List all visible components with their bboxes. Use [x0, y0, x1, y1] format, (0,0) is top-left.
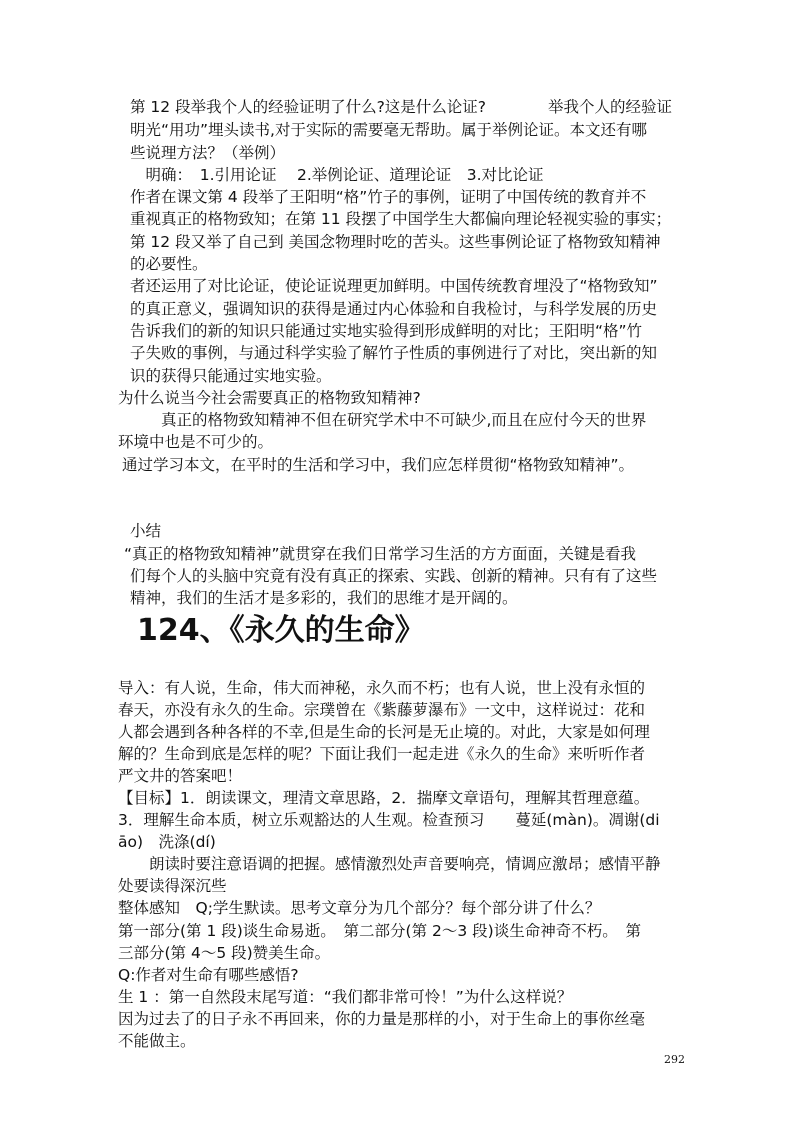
- text-line: 朗读时要注意语调的把握。感情激烈处声音要响亮，情调应激昂；感情平静: [118, 855, 661, 873]
- text-line: 解的？生命到底是怎样的呢？下面让我们一起走进《永久的生命》来听听作者: [118, 745, 646, 763]
- text-line: 明确： 1.引用论证 2.举例论证、道理论证 3.对比论证: [130, 166, 544, 184]
- text-line: 导入：有人说，生命，伟大而神秘，永久而不朽；也有人说，世上没有永恒的: [118, 679, 646, 697]
- text-line: 三部分(第 4～5 段)赞美生命。: [118, 944, 331, 962]
- text-line: 春天，亦没有永久的生命。宗璞曾在《紫藤萝瀑布》一文中，这样说过：花和: [118, 701, 646, 719]
- text-line: 3．理解生命本质，树立乐观豁达的人生观。检查预习 蔓延(màn)。凋谢(di: [118, 811, 660, 829]
- page-number: 292: [664, 1053, 685, 1066]
- text-line: 整体感知 Q;学生默读。思考文章分为几个部分？每个部分讲了什么？: [118, 899, 601, 917]
- text-line: 第 12 段又举了自己到 美国念物理时吃的苦头。这些事例论证了格物致知精神: [130, 233, 661, 251]
- text-line: 处要读得深沉些: [118, 877, 227, 895]
- text-line: 们每个人的头脑中究竟有没有真正的探索、实践、创新的精神。只有有了这些: [130, 567, 658, 585]
- text-line: 生 1 ：第一自然段末尾写道：“我们都非常可怜！”为什么这样说？: [118, 988, 573, 1006]
- text-line: 重视真正的格物致知；在第 11 段摆了中国学生大都偏向理论轻视实验的事实；: [130, 210, 672, 228]
- text-line: 不能做主。: [118, 1032, 196, 1050]
- text-line: 真正的格物致知精神不但在研究学术中不可缺少,而且在应付今天的世界: [130, 411, 647, 429]
- section-heading: 124、《永久的生命》: [137, 613, 425, 648]
- text-line: 些说理方法？（举例）: [130, 144, 286, 162]
- text-line: 的真正意义，强调知识的获得是通过内心体验和自我检讨，与科学发展的历史: [130, 300, 658, 318]
- text-line: 作者在课文第 4 段举了王阳明“格”竹子的事例，证明了中国传统的教育并不: [130, 188, 647, 206]
- text-line: 告诉我们的新的知识只能通过实地实验得到形成鲜明的对比；王阳明“格”竹: [130, 322, 643, 340]
- text-line: 精神，我们的生活才是多彩的，我们的思维才是开阔的。: [130, 589, 518, 607]
- text-line: 严文井的答案吧！: [118, 767, 243, 785]
- text-line: 环境中也是不可少的。: [118, 433, 274, 451]
- text-line: āo) 洗涤(dí): [118, 833, 216, 851]
- text-line: 子失败的事例，与通过科学实验了解竹子性质的事例进行了对比，突出新的知: [130, 344, 658, 362]
- text-line: 明光“用功”埋头读书,对于实际的需要毫无帮助。属于举例论证。本文还有哪: [130, 121, 647, 139]
- text-line: 通过学习本文，在平时的生活和学习中，我们应怎样贯彻“格物致知精神”。: [122, 456, 635, 474]
- text-line: 识的获得只能通过实地实验。: [130, 367, 332, 385]
- text-line: 者还运用了对比论证，使论证说理更加鲜明。中国传统教育埋没了“格物致知”: [130, 277, 658, 295]
- text-line: 的必要性。: [130, 255, 208, 273]
- text-line: 为什么说当今社会需要真正的格物致知精神?: [118, 389, 421, 407]
- text-line: 第一部分(第 1 段)谈生命易逝。 第二部分(第 2～3 段)谈生命神奇不朽。 第: [118, 922, 641, 940]
- text-line: 人都会遇到各种各样的不幸,但是生命的长河是无止境的。对此，大家是如何理: [118, 723, 650, 741]
- text-line: 第 12 段举我个人的经验证明了什么?这是什么论证? 举我个人的经验证: [130, 98, 673, 116]
- text-line: 因为过去了的日子永不再回来，你的力量是那样的小，对于生命上的事你丝毫: [118, 1010, 646, 1028]
- text-line: 【目标】1．朗读课文，理清文章思路，2．揣摩文章语句，理解其哲理意蕴。: [118, 789, 650, 807]
- text-line: Q:作者对生命有哪些感悟?: [118, 966, 299, 984]
- summary-title: 小结: [130, 522, 162, 540]
- text-line: “真正的格物致知精神”就贯穿在我们日常学习生活的方方面面，关键是看我: [124, 545, 637, 563]
